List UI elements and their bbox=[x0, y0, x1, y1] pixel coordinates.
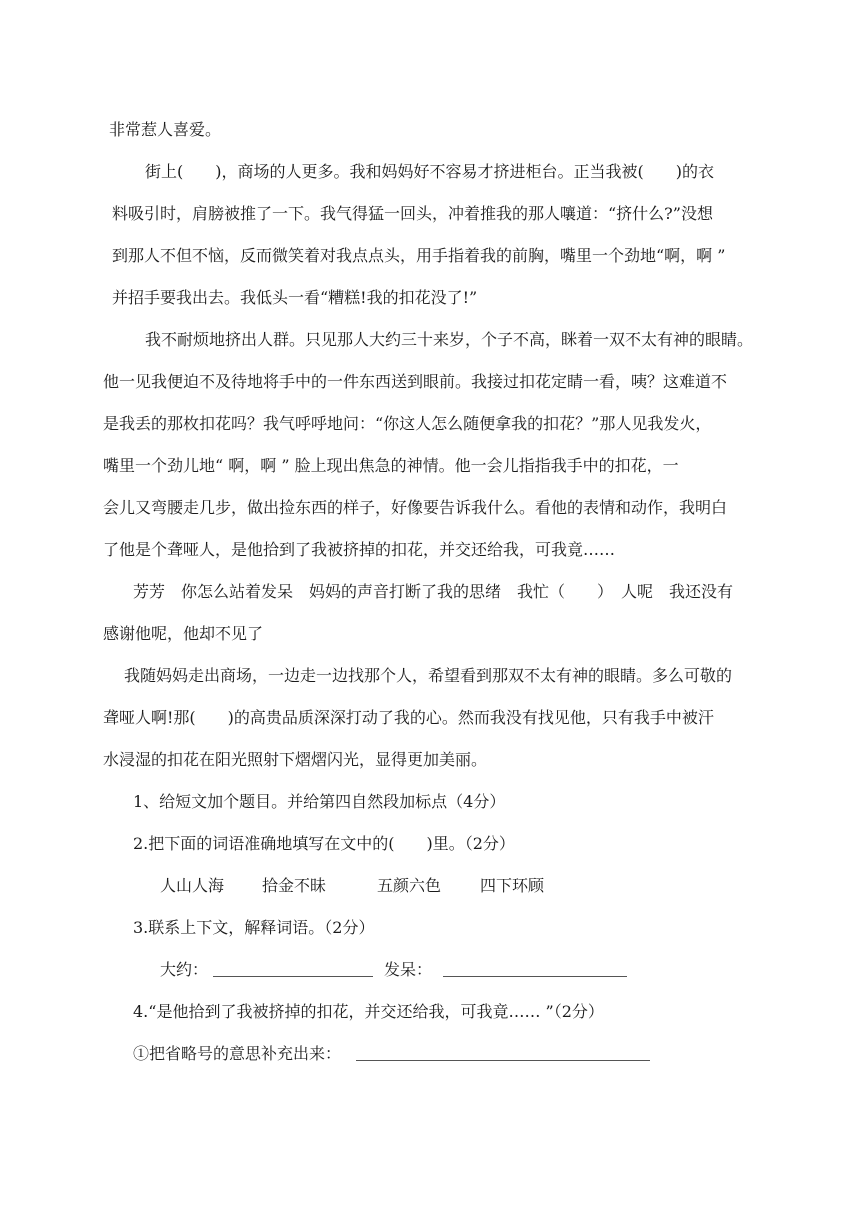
passage-line-2: 街上( )，商场的人更多。我和妈妈好不容易才挤进柜台。正当我被( )的衣 bbox=[145, 162, 714, 181]
q3-answer-line-fadai[interactable] bbox=[443, 962, 627, 977]
word-option-4: 四下环顾 bbox=[480, 876, 545, 895]
q4-answer-line[interactable] bbox=[356, 1046, 650, 1061]
passage-line-1: 非常惹人喜爱。 bbox=[109, 120, 222, 139]
question-2: 2.把下面的词语准确地填写在文中的( )里。（2分） bbox=[133, 834, 515, 853]
word-option-1: 人山人海 bbox=[160, 876, 225, 895]
passage-line-16: 水浸湿的扣花在阳光照射下熠熠闪光，显得更加美丽。 bbox=[103, 750, 488, 769]
q3-answer-line-dayue[interactable] bbox=[213, 962, 373, 977]
passage-line-13: 感谢他呢，他却不见了 bbox=[103, 624, 264, 643]
passage-line-4: 到那人不但不恼，反而微笑着对我点点头，用手指着我的前胸，嘴里一个劲地“啊，啊 ” bbox=[112, 246, 726, 265]
passage-line-7: 他一见我便迫不及待地将手中的一件东西送到眼前。我接过扣花定睛一看，咦？这难道不 bbox=[103, 372, 728, 391]
passage-line-3: 料吸引时，肩膀被推了一下。我气得猛一回头，冲着推我的那人嚷道：“挤什么?”没想 bbox=[112, 204, 713, 223]
q3-label-dayue: 大约： bbox=[160, 960, 209, 979]
passage-line-6: 我不耐烦地挤出人群。只见那人大约三十来岁，个子不高，眯着一双不太有神的眼睛。 bbox=[145, 330, 754, 349]
passage-line-15: 聋哑人啊!那( )的高贵品质深深打动了我的心。然而我没有找见他，只有我手中被汗 bbox=[103, 708, 714, 727]
word-option-3: 五颜六色 bbox=[377, 876, 442, 895]
passage-line-5: 并招手要我出去。我低头一看“糟糕!我的扣花没了!” bbox=[112, 288, 478, 307]
question-1: 1、给短文加个题目。并给第四自然段加标点（4分） bbox=[133, 792, 506, 811]
word-option-2: 拾金不昧 bbox=[262, 876, 327, 895]
passage-line-9: 嘴里一个劲儿地“ 啊，啊 ” 脸上现出焦急的神情。他一会儿指指我手中的扣花，一 bbox=[103, 456, 679, 475]
q3-label-fadai: 发呆： bbox=[384, 960, 433, 979]
question-3: 3.联系上下文，解释词语。（2分） bbox=[133, 918, 375, 937]
passage-line-12: 芳芳 你怎么站着发呆 妈妈的声音打断了我的思绪 我忙（ ） 人呢 我还没有 bbox=[133, 582, 734, 601]
passage-line-8: 是我丢的那枚扣花吗？我气呼呼地问：“你这人怎么随便拿我的扣花？”那人见我发火， bbox=[103, 414, 712, 433]
passage-line-14: 我随妈妈走出商场，一边走一边找那个人，希望看到那双不太有神的眼睛。多么可敬的 bbox=[124, 666, 733, 685]
passage-line-10: 会儿又弯腰走几步，做出捡东西的样子，好像要告诉我什么。看他的表情和动作，我明白 bbox=[103, 498, 728, 517]
passage-line-11: 了他是个聋哑人，是他拾到了我被挤掉的扣花，并交还给我，可我竟…… bbox=[103, 540, 616, 559]
question-4: 4.“是他拾到了我被挤掉的扣花，并交还给我，可我竟…… ”（2分） bbox=[133, 1002, 604, 1021]
question-4-sub-1: ①把省略号的意思补充出来： bbox=[133, 1044, 342, 1063]
